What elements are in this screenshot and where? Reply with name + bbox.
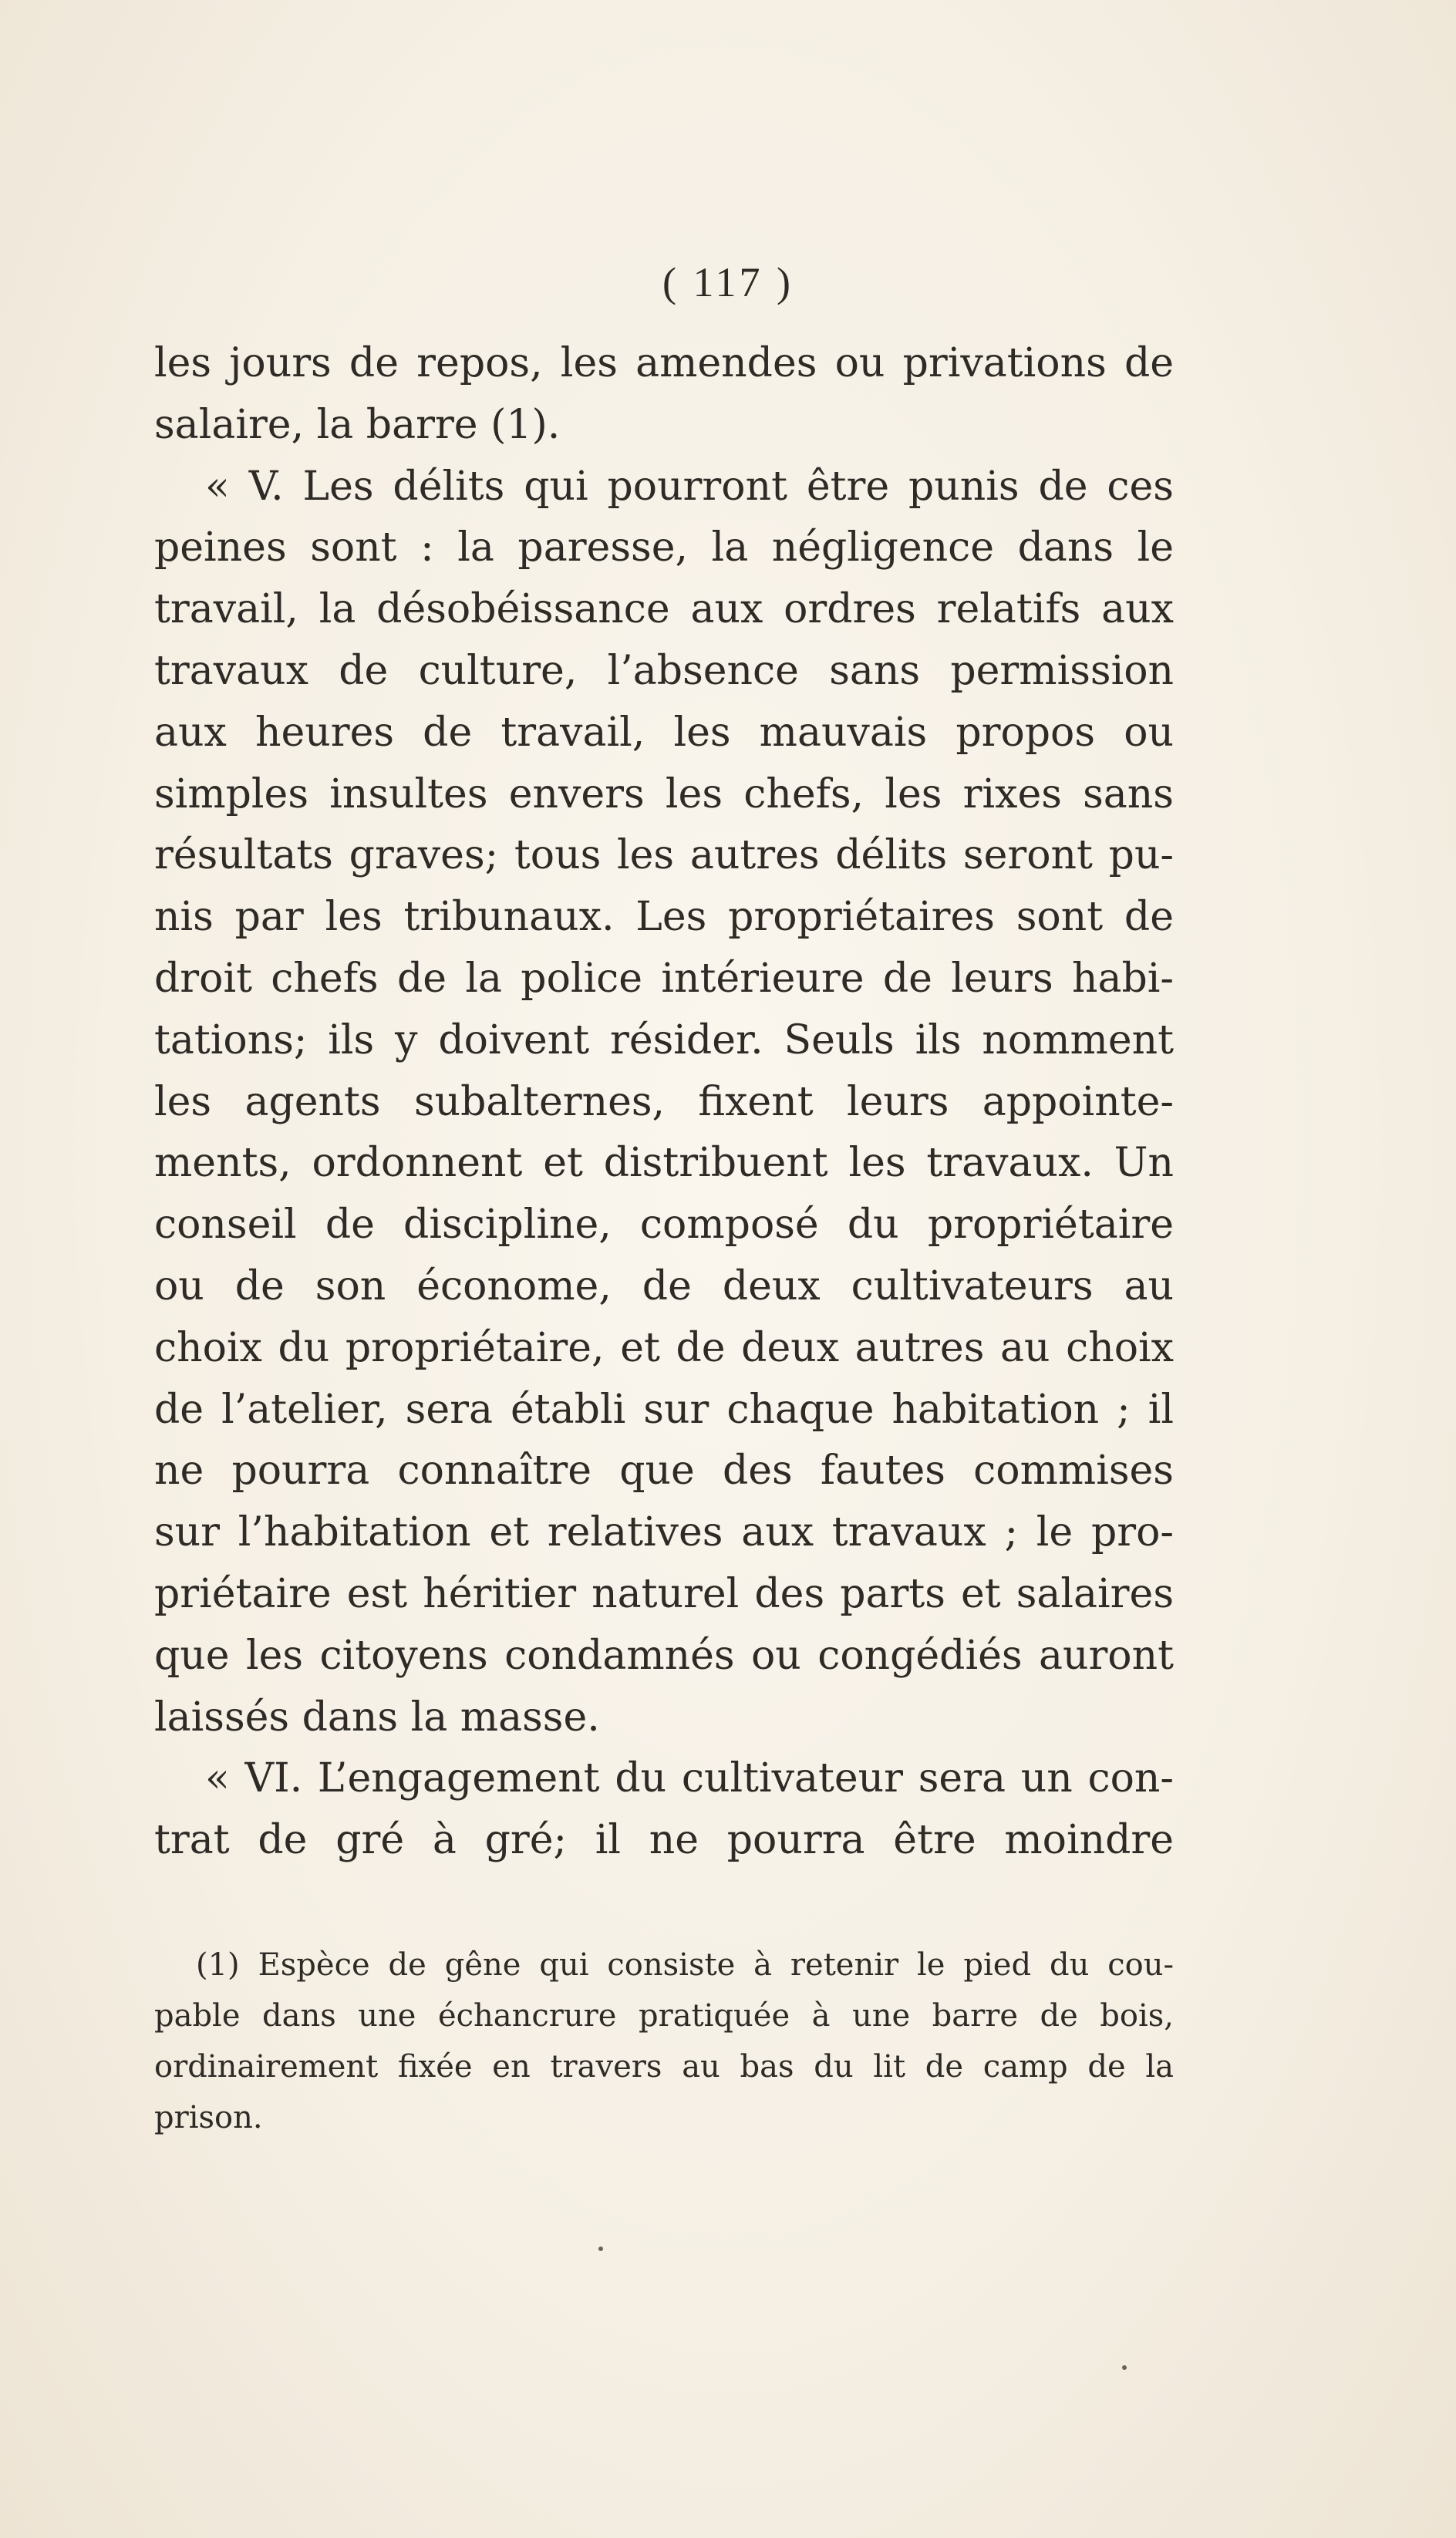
body-line: travaux de culture, l’absence sans permission <box>154 647 1174 694</box>
footnote-line: prison. <box>154 2100 263 2135</box>
body-line: de l’atelier, sera établi sur chaque habitation ; il <box>154 1386 1174 1433</box>
body-line: conseil de discipline, composé du propriétaire <box>154 1202 1174 1249</box>
body-line: les jours de repos, les amendes ou privations de <box>154 340 1174 386</box>
paper-speck <box>1122 2365 1127 2370</box>
body-line: trat de gré à gré; il ne pourra être moindre <box>154 1817 1174 1864</box>
body-line: priétaire est héritier naturel des parts et salaires <box>154 1570 1174 1617</box>
page-number: ( 117 ) <box>662 259 794 305</box>
body-line: laissés dans la masse. <box>154 1694 600 1741</box>
body-line: droit chefs de la police intérieure de leurs habi- <box>154 955 1174 1002</box>
body-line: résultats graves; tous les autres délits seront pu- <box>154 832 1174 879</box>
body-line: que les citoyens condamnés ou congédiés auront <box>154 1632 1174 1679</box>
body-line: « VI. L’engagement du cultivateur sera un con- <box>205 1755 1174 1802</box>
footnote-line: pable dans une échancrure pratiquée à une barre de bois, <box>154 1998 1174 2034</box>
footnote-line: (1) Espèce de gêne qui consiste à retenir le pied du cou- <box>196 1947 1174 1983</box>
footnote <box>154 1940 1174 2143</box>
body-line: « V. Les délits qui pourront être punis de ces <box>205 463 1174 510</box>
body-line: aux heures de travail, les mauvais propos ou <box>154 709 1174 756</box>
body-line: ments, ordonnent et distribuent les travaux. Un <box>154 1140 1174 1187</box>
paper-speck <box>598 2246 603 2251</box>
body-line: tations; ils y doivent résider. Seuls ils nomment <box>154 1016 1174 1063</box>
body-line: choix du propriétaire, et de deux autres au choix <box>154 1324 1174 1371</box>
body-line: travail, la désobéissance aux ordres relatifs aux <box>154 586 1174 633</box>
body-line: salaire, la barre (1). <box>154 401 561 448</box>
body-line: peines sont : la paresse, la négligence dans le <box>154 524 1174 571</box>
body-line: nis par les tribunaux. Les propriétaires sont de <box>154 894 1174 941</box>
body-text <box>154 333 1174 1872</box>
body-line: sur l’habitation et relatives aux travaux ; le pro- <box>154 1509 1174 1556</box>
body-line: simples insultes envers les chefs, les rixes sans <box>154 770 1174 817</box>
body-line: ou de son économe, de deux cultivateurs au <box>154 1262 1174 1309</box>
footnote-line: ordinairement fixée en travers au bas du lit de camp de la <box>154 2049 1174 2085</box>
body-line: ne pourra connaître que des fautes commises <box>154 1448 1174 1495</box>
body-line: les agents subalternes, fixent leurs appointe- <box>154 1078 1174 1125</box>
